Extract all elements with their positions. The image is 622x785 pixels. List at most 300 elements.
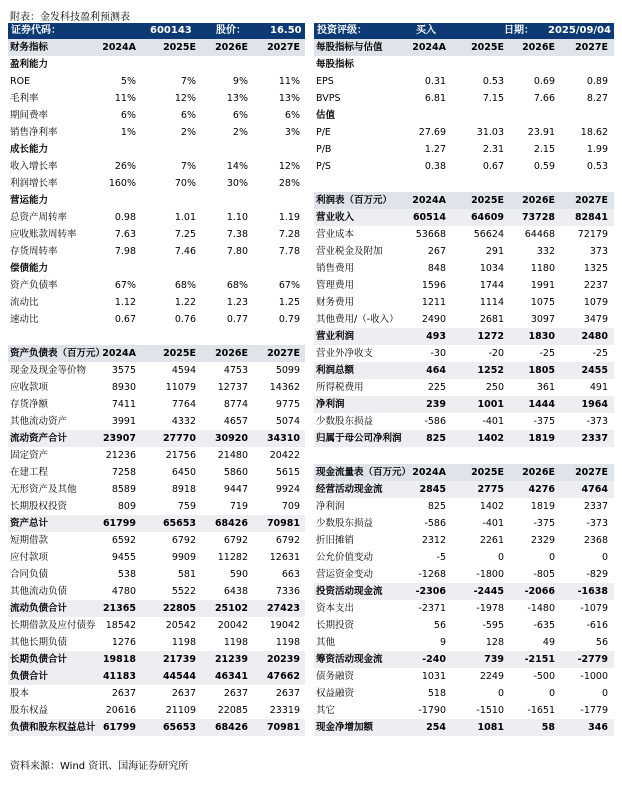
cell-value: 73728	[521, 212, 555, 223]
cell-value: 2.31	[482, 144, 504, 155]
table-row	[8, 600, 305, 617]
row-label: 销售费用	[316, 263, 355, 274]
cell-value: -401	[482, 518, 504, 529]
table-row	[8, 396, 305, 413]
cell-value: -2779	[577, 654, 608, 665]
cell-value: 68%	[174, 280, 196, 291]
cell-value: 0.76	[174, 314, 196, 325]
year-header: 2026E	[215, 348, 248, 359]
table-row	[8, 243, 305, 260]
cell-value: -1800	[476, 569, 504, 580]
cell-value: 1.12	[114, 297, 136, 308]
cell-value: 464	[426, 365, 446, 376]
table-row	[314, 498, 614, 515]
cell-value: 1402	[479, 501, 504, 512]
cell-value: 2237	[583, 280, 608, 291]
cell-value: -829	[586, 569, 608, 580]
cell-value: -616	[586, 620, 608, 631]
cell-value: 7.25	[174, 229, 196, 240]
row-label: 资本支出	[316, 603, 355, 614]
row-label: P/B	[316, 144, 332, 155]
cell-value: 0.98	[114, 212, 136, 223]
price-label: 股价：	[216, 25, 246, 36]
cell-value: 41183	[102, 671, 136, 682]
cell-value: 6792	[223, 535, 248, 546]
cell-value: 2337	[583, 501, 608, 512]
cell-value: 0	[497, 688, 504, 699]
rating-value: 买入	[416, 25, 436, 36]
cell-value: -373	[586, 518, 608, 529]
row-label: 少数股东损益	[316, 416, 374, 427]
cell-value: 13%	[278, 93, 300, 104]
cell-value: 23907	[102, 433, 136, 444]
year-header: 2026E	[215, 42, 248, 53]
cell-value: 1819	[530, 501, 555, 512]
table-row	[8, 209, 305, 226]
cell-value: 4764	[581, 484, 608, 495]
row-label: 营业外净收支	[316, 348, 374, 359]
cell-value: 70%	[174, 178, 196, 189]
cell-value: 1198	[171, 637, 196, 648]
cell-value: 7.66	[533, 93, 555, 104]
cell-value: 1991	[530, 280, 555, 291]
cell-value: 12%	[174, 93, 196, 104]
cell-value: -1638	[577, 586, 608, 597]
cell-value: 22085	[217, 705, 248, 716]
cell-value: 1.01	[174, 212, 196, 223]
cell-value: 3575	[111, 365, 136, 376]
cell-value: 8589	[111, 484, 136, 495]
cell-value: 11%	[114, 93, 136, 104]
cell-value: 1.10	[226, 212, 248, 223]
cell-value: 1034	[479, 263, 504, 274]
cell-value: 491	[589, 382, 608, 393]
table-row	[8, 719, 305, 736]
table-row	[314, 379, 614, 396]
row-label: 合同负债	[10, 569, 49, 580]
table-section-header	[314, 192, 614, 209]
cell-value: 2261	[479, 535, 504, 546]
row-label: 营运能力	[10, 195, 49, 206]
cell-value: 1001	[477, 399, 504, 410]
cell-value: 2249	[479, 671, 504, 682]
cell-value: 0.69	[533, 76, 555, 87]
cell-value: 23319	[269, 705, 300, 716]
cell-value: 64609	[470, 212, 504, 223]
year-header: 2027E	[575, 467, 608, 478]
stock-code: 600143	[150, 25, 192, 36]
cell-value: 2%	[180, 127, 196, 138]
cell-value: 6%	[232, 110, 248, 121]
cell-value: 809	[117, 501, 136, 512]
cell-value: 0	[548, 552, 555, 563]
row-label: P/S	[316, 161, 331, 172]
year-header: 2025E	[163, 42, 196, 53]
row-label: 营业税金及附加	[316, 246, 383, 257]
cell-value: 1444	[528, 399, 555, 410]
cell-value: 47662	[266, 671, 300, 682]
cell-value: 44544	[162, 671, 196, 682]
cell-value: 0.31	[424, 76, 446, 87]
cell-value: 6.81	[424, 93, 446, 104]
cell-value: 848	[427, 263, 446, 274]
cell-value: 12737	[217, 382, 248, 393]
year-header: 2024A	[412, 467, 446, 478]
table-row	[8, 175, 305, 192]
cell-value: 30920	[214, 433, 248, 444]
table-row	[314, 702, 614, 719]
row-label: 短期借款	[10, 535, 49, 546]
row-label: 现金及现金等价物	[10, 365, 87, 376]
cell-value: 1819	[528, 433, 555, 444]
row-label: 营业收入	[316, 212, 355, 223]
table-caption: 附表：金发科技盈利预测表	[10, 12, 130, 23]
table-section-header	[314, 39, 614, 56]
cell-value: 0	[601, 688, 608, 699]
cell-value: 31.03	[476, 127, 504, 138]
table-subsection-label	[314, 56, 614, 73]
cell-value: -1790	[418, 705, 446, 716]
cell-value: 4780	[111, 586, 136, 597]
row-label: 经营活动现金流	[316, 484, 383, 495]
cell-value: 61799	[102, 518, 136, 529]
cell-value: 0.53	[482, 76, 504, 87]
cell-value: 60514	[412, 212, 446, 223]
cell-value: -586	[424, 416, 446, 427]
cell-value: 373	[589, 246, 608, 257]
table-row	[8, 583, 305, 600]
cell-value: 0	[497, 552, 504, 563]
row-label: 其他流动资产	[10, 416, 68, 427]
row-label: 利润总额	[316, 365, 355, 376]
cell-value: 7.80	[226, 246, 248, 257]
cell-value: -20	[488, 348, 504, 359]
cell-value: 20542	[165, 620, 196, 631]
cell-value: 4332	[171, 416, 196, 427]
table-row	[8, 90, 305, 107]
year-header: 2024A	[412, 42, 446, 53]
cell-value: -595	[482, 620, 504, 631]
cell-value: 739	[484, 654, 504, 665]
table-row	[314, 311, 614, 328]
row-label: 营业成本	[316, 229, 355, 240]
cell-value: 8918	[171, 484, 196, 495]
row-label: 财务费用	[316, 297, 355, 308]
table-row	[314, 668, 614, 685]
cell-value: -375	[533, 416, 555, 427]
cell-value: 9909	[171, 552, 196, 563]
cell-value: 6%	[284, 110, 300, 121]
row-label: 其他流动负债	[10, 586, 68, 597]
cell-value: 581	[177, 569, 196, 580]
cell-value: 8.27	[586, 93, 608, 104]
cell-value: -2151	[524, 654, 555, 665]
cell-value: 9775	[275, 399, 300, 410]
cell-value: 7.38	[226, 229, 248, 240]
cell-value: 7764	[171, 399, 196, 410]
row-label: 归属于母公司净利润	[316, 433, 402, 444]
table-row	[314, 243, 614, 260]
table-row	[314, 226, 614, 243]
cell-value: 1744	[479, 280, 504, 291]
cell-value: 1%	[120, 127, 136, 138]
cell-value: 65653	[162, 518, 196, 529]
row-label: 负债合计	[10, 671, 49, 682]
cell-value: 61799	[102, 722, 136, 733]
table-subsection-label	[8, 192, 305, 209]
rating-label: 投资评级：	[317, 25, 367, 36]
cell-value: 9%	[232, 76, 248, 87]
table-row	[8, 277, 305, 294]
table-row	[314, 277, 614, 294]
table-row	[314, 345, 614, 362]
cell-value: -373	[586, 416, 608, 427]
cell-value: -1510	[476, 705, 504, 716]
table-row	[314, 549, 614, 566]
table-row	[314, 600, 614, 617]
cell-value: 19042	[269, 620, 300, 631]
cell-value: 0.59	[533, 161, 555, 172]
table-row	[314, 209, 614, 226]
cell-value: 1.19	[278, 212, 300, 223]
cell-value: -1779	[580, 705, 608, 716]
cell-value: 4657	[223, 416, 248, 427]
cell-value: 6%	[180, 110, 196, 121]
table-row	[314, 634, 614, 651]
cell-value: 5%	[120, 76, 136, 87]
row-label: 负债和股东权益总计	[10, 722, 96, 733]
cell-value: 21480	[217, 450, 248, 461]
cell-value: 23.91	[527, 127, 555, 138]
cell-value: 1830	[528, 331, 555, 342]
year-header: 2025E	[471, 467, 504, 478]
table-row	[8, 651, 305, 668]
table-row	[314, 532, 614, 549]
row-label: 营运资金变动	[316, 569, 374, 580]
cell-value: 538	[117, 569, 136, 580]
row-label: 资产负债率	[10, 280, 58, 291]
cell-value: 1325	[583, 263, 608, 274]
table-row	[8, 226, 305, 243]
cell-value: 1.23	[226, 297, 248, 308]
cell-value: 291	[485, 246, 504, 257]
row-label: 每股指标与估值	[316, 42, 383, 53]
cell-value: 0.53	[586, 161, 608, 172]
cell-value: 6792	[171, 535, 196, 546]
cell-value: 13%	[226, 93, 248, 104]
table-row	[314, 430, 614, 447]
table-subsection-label	[8, 260, 305, 277]
table-row	[314, 651, 614, 668]
cell-value: 3097	[530, 314, 555, 325]
table-row	[8, 481, 305, 498]
row-label: 收入增长率	[10, 161, 58, 172]
right-table	[314, 39, 614, 736]
table-row	[314, 73, 614, 90]
cell-value: 2637	[171, 688, 196, 699]
cell-value: 3479	[583, 314, 608, 325]
cell-value: 5860	[223, 467, 248, 478]
cell-value: 719	[229, 501, 248, 512]
table-row	[8, 362, 305, 379]
cell-value: -30	[430, 348, 446, 359]
table-row	[314, 294, 614, 311]
cell-value: 21739	[162, 654, 196, 665]
year-header: 2027E	[575, 42, 608, 53]
cell-value: 2480	[581, 331, 608, 342]
cell-value: 2637	[275, 688, 300, 699]
year-header: 2027E	[267, 348, 300, 359]
year-header: 2027E	[267, 42, 300, 53]
cell-value: 1198	[275, 637, 300, 648]
table-row	[314, 515, 614, 532]
cell-value: 346	[588, 722, 608, 733]
cell-value: 1180	[530, 263, 555, 274]
left-column	[8, 23, 305, 736]
cell-value: 12631	[269, 552, 300, 563]
cell-value: 12%	[278, 161, 300, 172]
table-section-header	[314, 464, 614, 481]
cell-value: 7411	[111, 399, 136, 410]
cell-value: 1805	[528, 365, 555, 376]
table-subsection-label	[8, 56, 305, 73]
cell-value: 709	[281, 501, 300, 512]
row-label: 利润增长率	[10, 178, 58, 189]
row-label: 营业利润	[316, 331, 355, 342]
row-label: 其他	[316, 637, 336, 648]
cell-value: 30%	[226, 178, 248, 189]
cell-value: 2368	[583, 535, 608, 546]
row-label: 现金流量表（百万元）	[316, 467, 412, 478]
cell-value: 1276	[111, 637, 136, 648]
left-table	[8, 39, 305, 736]
table-row	[8, 566, 305, 583]
cell-value: 2455	[581, 365, 608, 376]
row-label: 期间费率	[10, 110, 49, 121]
table-row	[8, 430, 305, 447]
cell-value: 28%	[278, 178, 300, 189]
cell-value: 2637	[223, 688, 248, 699]
year-header: 2025E	[471, 42, 504, 53]
cell-value: 25102	[214, 603, 248, 614]
row-label: 现金净增加额	[316, 722, 374, 733]
row-label: 流动资产合计	[10, 433, 68, 444]
cell-value: 53668	[415, 229, 446, 240]
table-row	[8, 379, 305, 396]
row-label: 利润表（百万元）	[316, 195, 393, 206]
cell-value: 493	[426, 331, 446, 342]
cell-value: 2845	[419, 484, 446, 495]
row-label: 管理费用	[316, 280, 355, 291]
row-label: 股本	[10, 688, 30, 699]
cell-value: 7.98	[114, 246, 136, 257]
year-header: 2025E	[471, 195, 504, 206]
cell-value: 21236	[105, 450, 136, 461]
table-row	[314, 481, 614, 498]
row-label: 应收账款周转率	[10, 229, 77, 240]
cell-value: 7.78	[278, 246, 300, 257]
year-header: 2026E	[522, 42, 555, 53]
year-header: 2026E	[522, 195, 555, 206]
row-label: 速动比	[10, 314, 39, 325]
cell-value: 361	[536, 382, 555, 393]
row-label: 资产负债表（百万元）	[10, 348, 106, 359]
row-label: 其它	[316, 705, 336, 716]
cell-value: 18.62	[580, 127, 608, 138]
cell-value: 6438	[223, 586, 248, 597]
table-row	[314, 260, 614, 277]
cell-value: 5074	[275, 416, 300, 427]
table-row	[8, 294, 305, 311]
cell-value: -805	[533, 569, 555, 580]
row-label: 估值	[316, 110, 336, 121]
year-header: 2024A	[412, 195, 446, 206]
cell-value: 65653	[162, 722, 196, 733]
cell-value: -5	[436, 552, 446, 563]
cell-value: 3991	[111, 416, 136, 427]
cell-value: 68%	[226, 280, 248, 291]
cell-value: 1198	[223, 637, 248, 648]
cell-value: 11079	[165, 382, 196, 393]
table-row	[8, 124, 305, 141]
row-label: 流动比	[10, 297, 39, 308]
cell-value: 9447	[223, 484, 248, 495]
row-label: 应付款项	[10, 552, 49, 563]
cell-value: 5522	[171, 586, 196, 597]
row-label: 少数股东损益	[316, 518, 374, 529]
cell-value: 49	[542, 637, 555, 648]
cell-value: 6592	[111, 535, 136, 546]
cell-value: 759	[177, 501, 196, 512]
spacer	[314, 175, 614, 192]
cell-value: 332	[536, 246, 555, 257]
cell-value: 4594	[171, 365, 196, 376]
table-row	[8, 498, 305, 515]
rating-info-bar	[314, 23, 614, 39]
row-label: 在建工程	[10, 467, 49, 478]
cell-value: -2445	[473, 586, 504, 597]
table-row	[314, 141, 614, 158]
table-row	[314, 90, 614, 107]
row-label: 资产总计	[10, 518, 49, 529]
cell-value: 0	[548, 688, 555, 699]
cell-value: -375	[533, 518, 555, 529]
cell-value: 26%	[114, 161, 136, 172]
cell-value: 6%	[120, 110, 136, 121]
cell-value: -2371	[418, 603, 446, 614]
cell-value: 82841	[574, 212, 608, 223]
table-row	[8, 73, 305, 90]
cell-value: 0.67	[114, 314, 136, 325]
cell-value: 239	[426, 399, 446, 410]
table-section-header	[8, 345, 305, 362]
row-label: 其他长期负债	[10, 637, 68, 648]
cell-value: 2329	[530, 535, 555, 546]
cell-value: 2.15	[533, 144, 555, 155]
cell-value: 5615	[275, 467, 300, 478]
row-label: 长期投资	[316, 620, 355, 631]
row-label: ROE	[10, 76, 31, 87]
cell-value: 1596	[421, 280, 446, 291]
cell-value: 21365	[102, 603, 136, 614]
cell-value: 7336	[275, 586, 300, 597]
cell-value: 68426	[214, 518, 248, 529]
cell-value: 14362	[269, 382, 300, 393]
cell-value: -1651	[527, 705, 555, 716]
cell-value: 7%	[180, 76, 196, 87]
table-section-header	[8, 39, 305, 56]
cell-value: -240	[422, 654, 446, 665]
